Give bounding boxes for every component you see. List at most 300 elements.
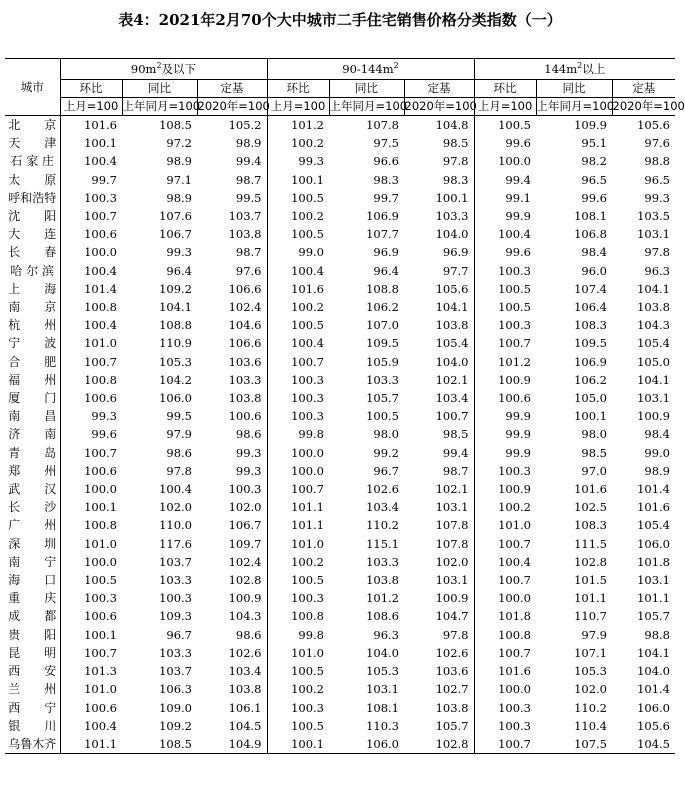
index-value: 100.9 xyxy=(498,372,531,387)
index-value: 107.5 xyxy=(536,735,612,754)
index-value: 96.3 xyxy=(373,627,399,642)
base-header-2020: 2020年=100 xyxy=(404,98,474,116)
table-row xyxy=(5,407,675,425)
index-value: 99.8 xyxy=(298,427,324,442)
index-value: 105.6 xyxy=(637,118,670,132)
index-value: 103.5 xyxy=(637,209,670,224)
index-value: 117.6 xyxy=(159,536,192,551)
city-name: 大 连 xyxy=(5,225,60,243)
table-row xyxy=(5,243,675,261)
index-value: 100.4 xyxy=(159,482,192,497)
index-value: 103.7 xyxy=(159,664,192,679)
index-value: 100.0 xyxy=(84,482,117,497)
index-value: 102.6 xyxy=(366,482,399,497)
sub-header-mom: 环比 xyxy=(60,80,122,98)
index-value: 103.8 xyxy=(197,389,267,407)
index-value: 107.1 xyxy=(574,645,607,660)
index-value: 107.6 xyxy=(159,209,192,224)
index-value: 104.3 xyxy=(197,607,267,625)
index-value: 105.6 xyxy=(637,718,670,733)
index-value: 100.9 xyxy=(404,589,474,607)
index-value: 99.3 xyxy=(166,245,192,260)
index-value: 109.7 xyxy=(197,535,267,553)
index-value: 105.4 xyxy=(637,336,670,351)
city-name: 厦 门 xyxy=(5,389,60,407)
index-value: 100.1 xyxy=(84,136,117,151)
index-value: 103.8 xyxy=(637,300,670,315)
index-value: 103.6 xyxy=(404,662,474,680)
index-value: 110.2 xyxy=(366,518,399,533)
index-value: 100.3 xyxy=(498,318,531,333)
table-row xyxy=(5,425,675,443)
index-value: 111.5 xyxy=(574,536,607,551)
index-value: 101.1 xyxy=(637,591,670,606)
index-value: 96.3 xyxy=(644,263,670,278)
index-value: 100.6 xyxy=(84,391,117,406)
index-value: 100.5 xyxy=(498,281,531,296)
index-value: 101.4 xyxy=(84,281,117,296)
table-row xyxy=(5,207,675,225)
index-value: 98.5 xyxy=(404,425,474,443)
city-name: 哈 尔 滨 xyxy=(5,262,60,280)
index-value: 100.5 xyxy=(291,227,324,242)
index-value: 100.0 xyxy=(498,154,531,169)
city-name: 乌鲁木齐 xyxy=(5,735,60,754)
city-name: 青 岛 xyxy=(5,444,60,462)
index-value: 97.8 xyxy=(404,152,474,170)
table-row xyxy=(5,353,675,371)
base-header-prev-month: 上月=100 xyxy=(474,98,536,116)
table-row xyxy=(5,462,675,480)
index-value: 100.8 xyxy=(291,609,324,624)
index-value: 102.1 xyxy=(404,480,474,498)
city-name: 北 京 xyxy=(5,116,60,135)
index-value: 106.8 xyxy=(574,227,607,242)
index-value: 101.4 xyxy=(637,682,670,697)
index-value: 98.7 xyxy=(197,243,267,261)
index-value: 100.7 xyxy=(291,354,324,369)
table-row xyxy=(5,717,675,735)
base-header-2020: 2020年=100 xyxy=(197,98,267,116)
base-header-2020: 2020年=100 xyxy=(612,98,675,116)
index-value: 103.1 xyxy=(366,682,399,697)
index-value: 100.5 xyxy=(498,300,531,315)
index-value: 105.7 xyxy=(404,717,474,735)
index-value: 97.8 xyxy=(404,626,474,644)
index-value: 110.3 xyxy=(366,718,399,733)
index-value: 105.2 xyxy=(197,116,267,135)
index-value: 106.0 xyxy=(159,391,192,406)
index-value: 96.0 xyxy=(581,263,607,278)
index-value: 97.6 xyxy=(644,136,670,151)
index-value: 104.5 xyxy=(612,735,675,754)
index-value: 108.3 xyxy=(574,518,607,533)
index-value: 101.4 xyxy=(637,482,670,497)
index-value: 99.8 xyxy=(298,627,324,642)
table-row xyxy=(5,516,675,534)
index-value: 110.4 xyxy=(574,718,607,733)
table-row xyxy=(5,553,675,571)
index-value: 98.7 xyxy=(197,171,267,189)
index-value: 103.7 xyxy=(197,207,267,225)
table-row xyxy=(5,134,675,152)
index-value: 102.5 xyxy=(574,500,607,515)
index-value: 99.5 xyxy=(166,409,192,424)
index-value: 107.0 xyxy=(366,318,399,333)
index-value: 102.6 xyxy=(197,644,267,662)
index-value: 104.0 xyxy=(404,353,474,371)
index-value: 109.2 xyxy=(159,281,192,296)
city-name: 成 都 xyxy=(5,607,60,625)
index-value: 108.8 xyxy=(366,281,399,296)
index-value: 99.7 xyxy=(91,172,117,187)
index-value: 100.9 xyxy=(637,409,670,424)
index-value: 108.1 xyxy=(366,700,399,715)
table-row xyxy=(5,607,675,625)
index-value: 103.4 xyxy=(197,662,267,680)
index-value: 104.6 xyxy=(197,316,267,334)
index-value: 101.1 xyxy=(574,591,607,606)
index-value: 106.2 xyxy=(366,300,399,315)
index-value: 100.2 xyxy=(291,554,324,569)
index-value: 103.1 xyxy=(404,498,474,516)
index-value: 107.4 xyxy=(574,281,607,296)
index-value: 104.1 xyxy=(637,372,670,387)
index-value: 99.3 xyxy=(197,462,267,480)
index-value: 104.1 xyxy=(637,645,670,660)
city-name: 西 宁 xyxy=(5,699,60,717)
index-value: 97.0 xyxy=(581,463,607,478)
index-value: 101.5 xyxy=(574,573,607,588)
city-name: 武 汉 xyxy=(5,480,60,498)
index-value: 100.1 xyxy=(404,189,474,207)
sub-header-fixed-base: 定基 xyxy=(404,80,474,98)
index-value: 101.1 xyxy=(60,735,122,754)
index-value: 100.7 xyxy=(84,445,117,460)
index-value: 100.2 xyxy=(291,136,324,151)
index-value: 103.1 xyxy=(637,227,670,242)
city-name: 兰 州 xyxy=(5,680,60,698)
table-row xyxy=(5,680,675,698)
index-value: 101.1 xyxy=(291,500,324,515)
index-value: 99.9 xyxy=(505,445,531,460)
index-value: 104.1 xyxy=(404,298,474,316)
city-name: 宁 波 xyxy=(5,334,60,352)
index-value: 100.3 xyxy=(291,700,324,715)
city-name: 沈 阳 xyxy=(5,207,60,225)
index-value: 96.4 xyxy=(166,263,192,278)
index-value: 108.6 xyxy=(366,609,399,624)
index-value: 101.8 xyxy=(637,554,670,569)
index-value: 100.9 xyxy=(197,589,267,607)
index-value: 101.6 xyxy=(498,664,531,679)
index-value: 106.2 xyxy=(574,372,607,387)
index-value: 106.0 xyxy=(637,700,670,715)
index-value: 108.3 xyxy=(574,318,607,333)
group-header-large: $144m^2$以上 xyxy=(474,59,675,80)
index-value: 99.4 xyxy=(197,152,267,170)
index-value: 100.1 xyxy=(574,409,607,424)
table-row xyxy=(5,444,675,462)
city-name: 郑 州 xyxy=(5,462,60,480)
index-value: 100.4 xyxy=(291,336,324,351)
index-value: 98.9 xyxy=(197,134,267,152)
index-value: 107.7 xyxy=(366,227,399,242)
index-value: 100.3 xyxy=(498,700,531,715)
index-value: 99.9 xyxy=(505,209,531,224)
index-value: 100.6 xyxy=(498,391,531,406)
index-value: 99.6 xyxy=(581,190,607,205)
index-value: 103.3 xyxy=(197,371,267,389)
table-row xyxy=(5,644,675,662)
index-value: 105.7 xyxy=(366,391,399,406)
index-value: 115.1 xyxy=(366,536,399,551)
index-value: 103.3 xyxy=(159,573,192,588)
index-value: 100.7 xyxy=(498,573,531,588)
index-value: 100.6 xyxy=(84,609,117,624)
index-value: 103.3 xyxy=(159,645,192,660)
index-value: 99.3 xyxy=(91,409,117,424)
index-value: 97.5 xyxy=(373,136,399,151)
index-value: 99.9 xyxy=(505,427,531,442)
city-name: 海 口 xyxy=(5,571,60,589)
index-value: 103.6 xyxy=(197,353,267,371)
index-value: 101.2 xyxy=(291,118,324,132)
index-value: 100.7 xyxy=(404,407,474,425)
index-value: 97.9 xyxy=(581,627,607,642)
index-value: 98.9 xyxy=(166,190,192,205)
index-value: 100.6 xyxy=(84,227,117,242)
index-value: 102.4 xyxy=(197,298,267,316)
table-row xyxy=(5,589,675,607)
city-name: 石 家 庄 xyxy=(5,152,60,170)
index-value: 106.7 xyxy=(159,227,192,242)
sub-header-fixed-base: 定基 xyxy=(197,80,267,98)
city-name: 福 州 xyxy=(5,371,60,389)
index-value: 102.6 xyxy=(404,644,474,662)
index-value: 100.9 xyxy=(498,482,531,497)
table-row xyxy=(5,735,675,754)
index-value: 99.6 xyxy=(505,136,531,151)
base-header-same-month-last-year: 上年同月=100 xyxy=(329,98,404,116)
table-row xyxy=(5,280,675,298)
index-value: 98.6 xyxy=(197,626,267,644)
index-value: 104.3 xyxy=(637,318,670,333)
index-value: 97.9 xyxy=(166,427,192,442)
index-value: 101.0 xyxy=(84,336,117,351)
index-value: 105.0 xyxy=(574,391,607,406)
index-value: 100.3 xyxy=(197,480,267,498)
index-value: 100.5 xyxy=(291,664,324,679)
index-value: 109.9 xyxy=(574,118,607,132)
index-value: 100.7 xyxy=(498,536,531,551)
index-value: 100.5 xyxy=(84,573,117,588)
index-value: 104.1 xyxy=(637,281,670,296)
index-value: 100.4 xyxy=(498,227,531,242)
index-value: 104.0 xyxy=(637,664,670,679)
index-value: 102.0 xyxy=(574,682,607,697)
index-value: 104.8 xyxy=(404,116,474,135)
index-value: 98.5 xyxy=(404,134,474,152)
index-value: 103.4 xyxy=(404,389,474,407)
index-value: 106.1 xyxy=(197,699,267,717)
city-name: 重 庆 xyxy=(5,589,60,607)
base-header-same-month-last-year: 上年同月=100 xyxy=(122,98,197,116)
table-row xyxy=(5,316,675,334)
city-name: 南 宁 xyxy=(5,553,60,571)
index-value: 102.1 xyxy=(404,371,474,389)
index-value: 108.8 xyxy=(159,318,192,333)
index-value: 100.7 xyxy=(84,645,117,660)
index-value: 106.7 xyxy=(197,516,267,534)
city-name: 呼和浩特 xyxy=(5,189,60,207)
index-value: 98.9 xyxy=(166,154,192,169)
price-index-table-wrapper xyxy=(5,58,685,754)
index-value: 99.3 xyxy=(298,154,324,169)
table-row xyxy=(5,498,675,516)
index-value: 106.6 xyxy=(197,334,267,352)
table-row xyxy=(5,571,675,589)
sub-header-yoy: 同比 xyxy=(122,80,197,98)
index-value: 98.0 xyxy=(581,427,607,442)
index-value: 97.6 xyxy=(197,262,267,280)
index-value: 103.8 xyxy=(404,699,474,717)
index-value: 110.2 xyxy=(574,700,607,715)
index-value: 102.0 xyxy=(404,553,474,571)
index-value: 99.2 xyxy=(373,445,399,460)
index-value: 100.1 xyxy=(84,500,117,515)
index-value: 107.8 xyxy=(404,516,474,534)
table-body xyxy=(5,116,675,754)
table-row xyxy=(5,371,675,389)
group-header-small: $90m^2$及以下 xyxy=(60,59,267,80)
base-header-prev-month: 上月=100 xyxy=(267,98,329,116)
index-value: 100.6 xyxy=(84,463,117,478)
index-value: 103.4 xyxy=(366,500,399,515)
index-value: 100.2 xyxy=(291,209,324,224)
index-value: 96.7 xyxy=(373,463,399,478)
index-value: 99.0 xyxy=(644,445,670,460)
index-value: 102.8 xyxy=(197,571,267,589)
index-value: 100.7 xyxy=(474,735,536,754)
index-value: 100.7 xyxy=(498,645,531,660)
index-value: 100.3 xyxy=(291,591,324,606)
base-header-prev-month: 上月=100 xyxy=(60,98,122,116)
index-value: 105.4 xyxy=(637,518,670,533)
city-name: 昆 明 xyxy=(5,644,60,662)
index-value: 101.2 xyxy=(498,354,531,369)
index-value: 100.5 xyxy=(498,118,531,132)
table-row xyxy=(5,389,675,407)
index-value: 100.4 xyxy=(84,318,117,333)
index-value: 103.8 xyxy=(366,573,399,588)
index-value: 106.3 xyxy=(159,682,192,697)
index-value: 100.2 xyxy=(291,682,324,697)
base-header-same-month-last-year: 上年同月=100 xyxy=(536,98,612,116)
index-value: 100.6 xyxy=(84,700,117,715)
table-row xyxy=(5,225,675,243)
index-value: 98.3 xyxy=(404,171,474,189)
city-name: 长 春 xyxy=(5,243,60,261)
index-value: 101.0 xyxy=(84,682,117,697)
index-value: 104.1 xyxy=(159,300,192,315)
index-value: 100.0 xyxy=(291,445,324,460)
index-value: 109.2 xyxy=(159,718,192,733)
index-value: 99.9 xyxy=(505,409,531,424)
index-value: 102.0 xyxy=(159,500,192,515)
index-value: 108.1 xyxy=(574,209,607,224)
city-name: 南 昌 xyxy=(5,407,60,425)
index-value: 102.4 xyxy=(197,553,267,571)
index-value: 108.5 xyxy=(122,735,197,754)
index-value: 100.1 xyxy=(84,627,117,642)
index-value: 100.3 xyxy=(291,391,324,406)
index-value: 100.1 xyxy=(291,172,324,187)
index-value: 98.4 xyxy=(644,427,670,442)
table-row xyxy=(5,334,675,352)
index-value: 102.8 xyxy=(404,735,474,754)
index-value: 96.5 xyxy=(581,172,607,187)
index-value: 101.6 xyxy=(637,500,670,515)
index-value: 105.7 xyxy=(637,609,670,624)
index-value: 110.7 xyxy=(574,609,607,624)
index-value: 100.3 xyxy=(84,190,117,205)
index-value: 100.0 xyxy=(498,682,531,697)
table-row xyxy=(5,480,675,498)
index-value: 100.8 xyxy=(84,518,117,533)
index-value: 100.3 xyxy=(498,263,531,278)
index-value: 98.6 xyxy=(197,425,267,443)
index-value: 106.9 xyxy=(574,354,607,369)
index-value: 110.0 xyxy=(159,518,192,533)
index-value: 97.8 xyxy=(166,463,192,478)
city-name: 天 津 xyxy=(5,134,60,152)
index-value: 100.4 xyxy=(84,154,117,169)
index-value: 106.0 xyxy=(329,735,404,754)
table-row xyxy=(5,298,675,316)
index-value: 100.5 xyxy=(291,318,324,333)
index-value: 103.8 xyxy=(197,680,267,698)
index-value: 109.0 xyxy=(159,700,192,715)
index-value: 101.6 xyxy=(84,118,117,132)
index-value: 100.3 xyxy=(84,591,117,606)
city-name: 银 川 xyxy=(5,717,60,735)
index-value: 101.0 xyxy=(84,536,117,551)
index-value: 101.0 xyxy=(498,518,531,533)
index-value: 100.0 xyxy=(291,463,324,478)
index-value: 104.9 xyxy=(197,735,267,754)
city-name: 上 海 xyxy=(5,280,60,298)
city-name: 济 南 xyxy=(5,425,60,443)
index-value: 102.7 xyxy=(404,680,474,698)
index-value: 99.1 xyxy=(505,190,531,205)
index-value: 97.2 xyxy=(166,136,192,151)
table-row xyxy=(5,189,675,207)
index-value: 97.8 xyxy=(644,245,670,260)
index-value: 105.0 xyxy=(637,354,670,369)
index-value: 95.1 xyxy=(581,136,607,151)
index-value: 101.8 xyxy=(498,609,531,624)
index-value: 102.0 xyxy=(197,498,267,516)
table-row xyxy=(5,535,675,553)
index-value: 103.3 xyxy=(366,554,399,569)
index-value: 104.2 xyxy=(159,372,192,387)
index-value: 99.7 xyxy=(373,190,399,205)
page-title: 表4：2021年2月70个大中城市二手住宅销售价格分类指数（一） xyxy=(118,11,562,29)
index-value: 100.4 xyxy=(291,263,324,278)
index-value: 98.0 xyxy=(373,427,399,442)
sub-header-yoy: 同比 xyxy=(536,80,612,98)
